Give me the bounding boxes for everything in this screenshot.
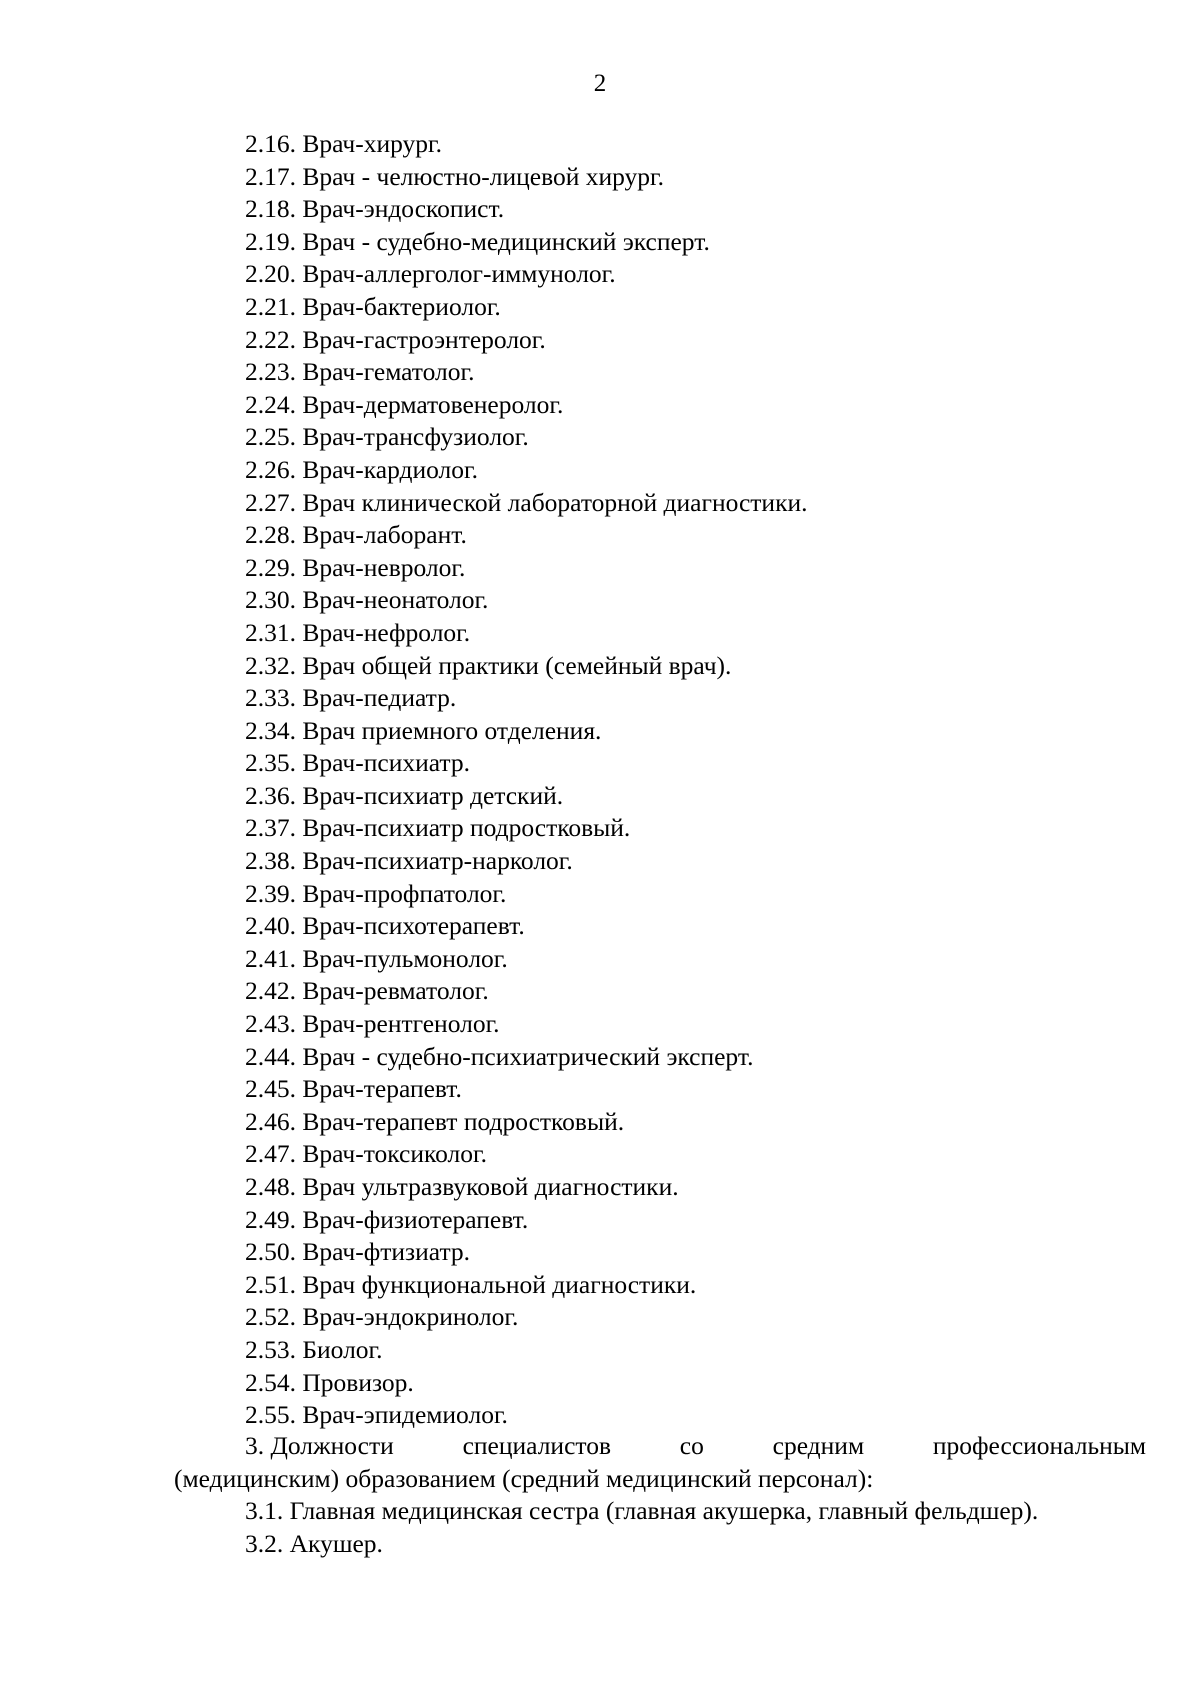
list-item: 2.19. Врач - судебно-медицинский эксперт. (245, 226, 710, 256)
list-item: 2.36. Врач-психиатр детский. (245, 780, 564, 810)
list-item: 2.29. Врач-невролог. (245, 552, 466, 582)
list-item: 2.35. Врач-психиатр. (245, 748, 470, 778)
list-item: 2.48. Врач ультразвуковой диагностики. (245, 1172, 679, 1201)
list-item: 2.47. Врач-токсиколог. (245, 1139, 487, 1169)
list-item: 2.43. Врач-рентгенолог. (245, 1009, 500, 1039)
list-item: 2.38. Врач-психиатр-нарколог. (245, 846, 573, 876)
list-item: 3.1. Главная медицинская сестра (главная акушерка, главный фельдшер). (245, 1496, 1039, 1526)
list-item: 2.25. Врач-трансфузиолог. (245, 422, 529, 452)
list-item: 2.41. Врач-пульмонолог. (245, 943, 508, 973)
heading-word: со (679, 1431, 704, 1460)
list-item: 2.26. Врач-кардиолог. (245, 454, 478, 484)
section-heading-first-line (174, 1430, 1146, 1463)
section-heading (174, 1430, 1146, 1495)
list-item: 2.24. Врач-дерматовенеролог. (245, 389, 564, 419)
list-item: 2.28. Врач-лаборант. (245, 520, 467, 550)
list-item: 2.22. Врач-гастроэнтеролог. (245, 324, 546, 354)
heading-word: 3. Должности (245, 1431, 394, 1460)
list-item: 2.45. Врач-терапевт. (245, 1074, 462, 1104)
position-list (245, 128, 808, 1432)
list-item: 2.42. Врач-ревматолог. (245, 976, 489, 1006)
list-item: 2.32. Врач общей практики (семейный врач). (245, 650, 732, 680)
list-item: 3.2. Акушер. (245, 1528, 383, 1558)
list-item: 2.53. Биолог. (245, 1334, 383, 1364)
list-item: 2.52. Врач-эндокринолог. (245, 1302, 519, 1332)
list-item: 2.46. Врач-терапевт подростковый. (245, 1106, 625, 1136)
list-item: 2.23. Врач-гематолог. (245, 357, 475, 387)
list-item: 2.20. Врач-аллерголог-иммунолог. (245, 259, 616, 289)
list-item: 2.55. Врач-эпидемиолог. (245, 1400, 508, 1430)
list-item: 2.39. Врач-профпатолог. (245, 878, 507, 908)
list-item: 2.16. Врач-хирург. (245, 129, 443, 158)
list-item: 2.44. Врач - судебно-психиатрический эксперт. (245, 1041, 754, 1071)
section-3-list (174, 1495, 1146, 1560)
list-item: 2.27. Врач клинической лабораторной диагностики. (245, 487, 808, 517)
heading-word: профессиональным (932, 1431, 1146, 1460)
list-item: 2.51. Врач функциональной диагностики. (245, 1269, 697, 1299)
list-item: 2.49. Врач-физиотерапевт. (245, 1204, 529, 1234)
heading-word: специалистов (462, 1431, 611, 1460)
page-number: 2 (593, 70, 607, 97)
list-item: 2.34. Врач приемного отделения. (245, 715, 602, 745)
list-item: 2.54. Провизор. (245, 1367, 414, 1397)
section-heading-continuation: (медицинским) образованием (средний медицинский персонал): (174, 1463, 874, 1493)
section-3 (174, 1430, 1146, 1560)
list-item: 2.50. Врач-фтизиатр. (245, 1237, 471, 1267)
list-item: 2.18. Врач-эндоскопист. (245, 194, 505, 224)
list-item: 2.40. Врач-психотерапевт. (245, 911, 525, 941)
heading-word: средним (772, 1431, 865, 1460)
list-item: 2.17. Врач - челюстно-лицевой хирург. (245, 161, 665, 191)
list-item: 2.21. Врач-бактериолог. (245, 291, 501, 321)
list-item: 2.30. Врач-неонатолог. (245, 585, 489, 615)
list-item: 2.33. Врач-педиатр. (245, 683, 457, 713)
list-item: 2.37. Врач-психиатр подростковый. (245, 813, 631, 843)
list-item: 2.31. Врач-нефролог. (245, 617, 471, 647)
